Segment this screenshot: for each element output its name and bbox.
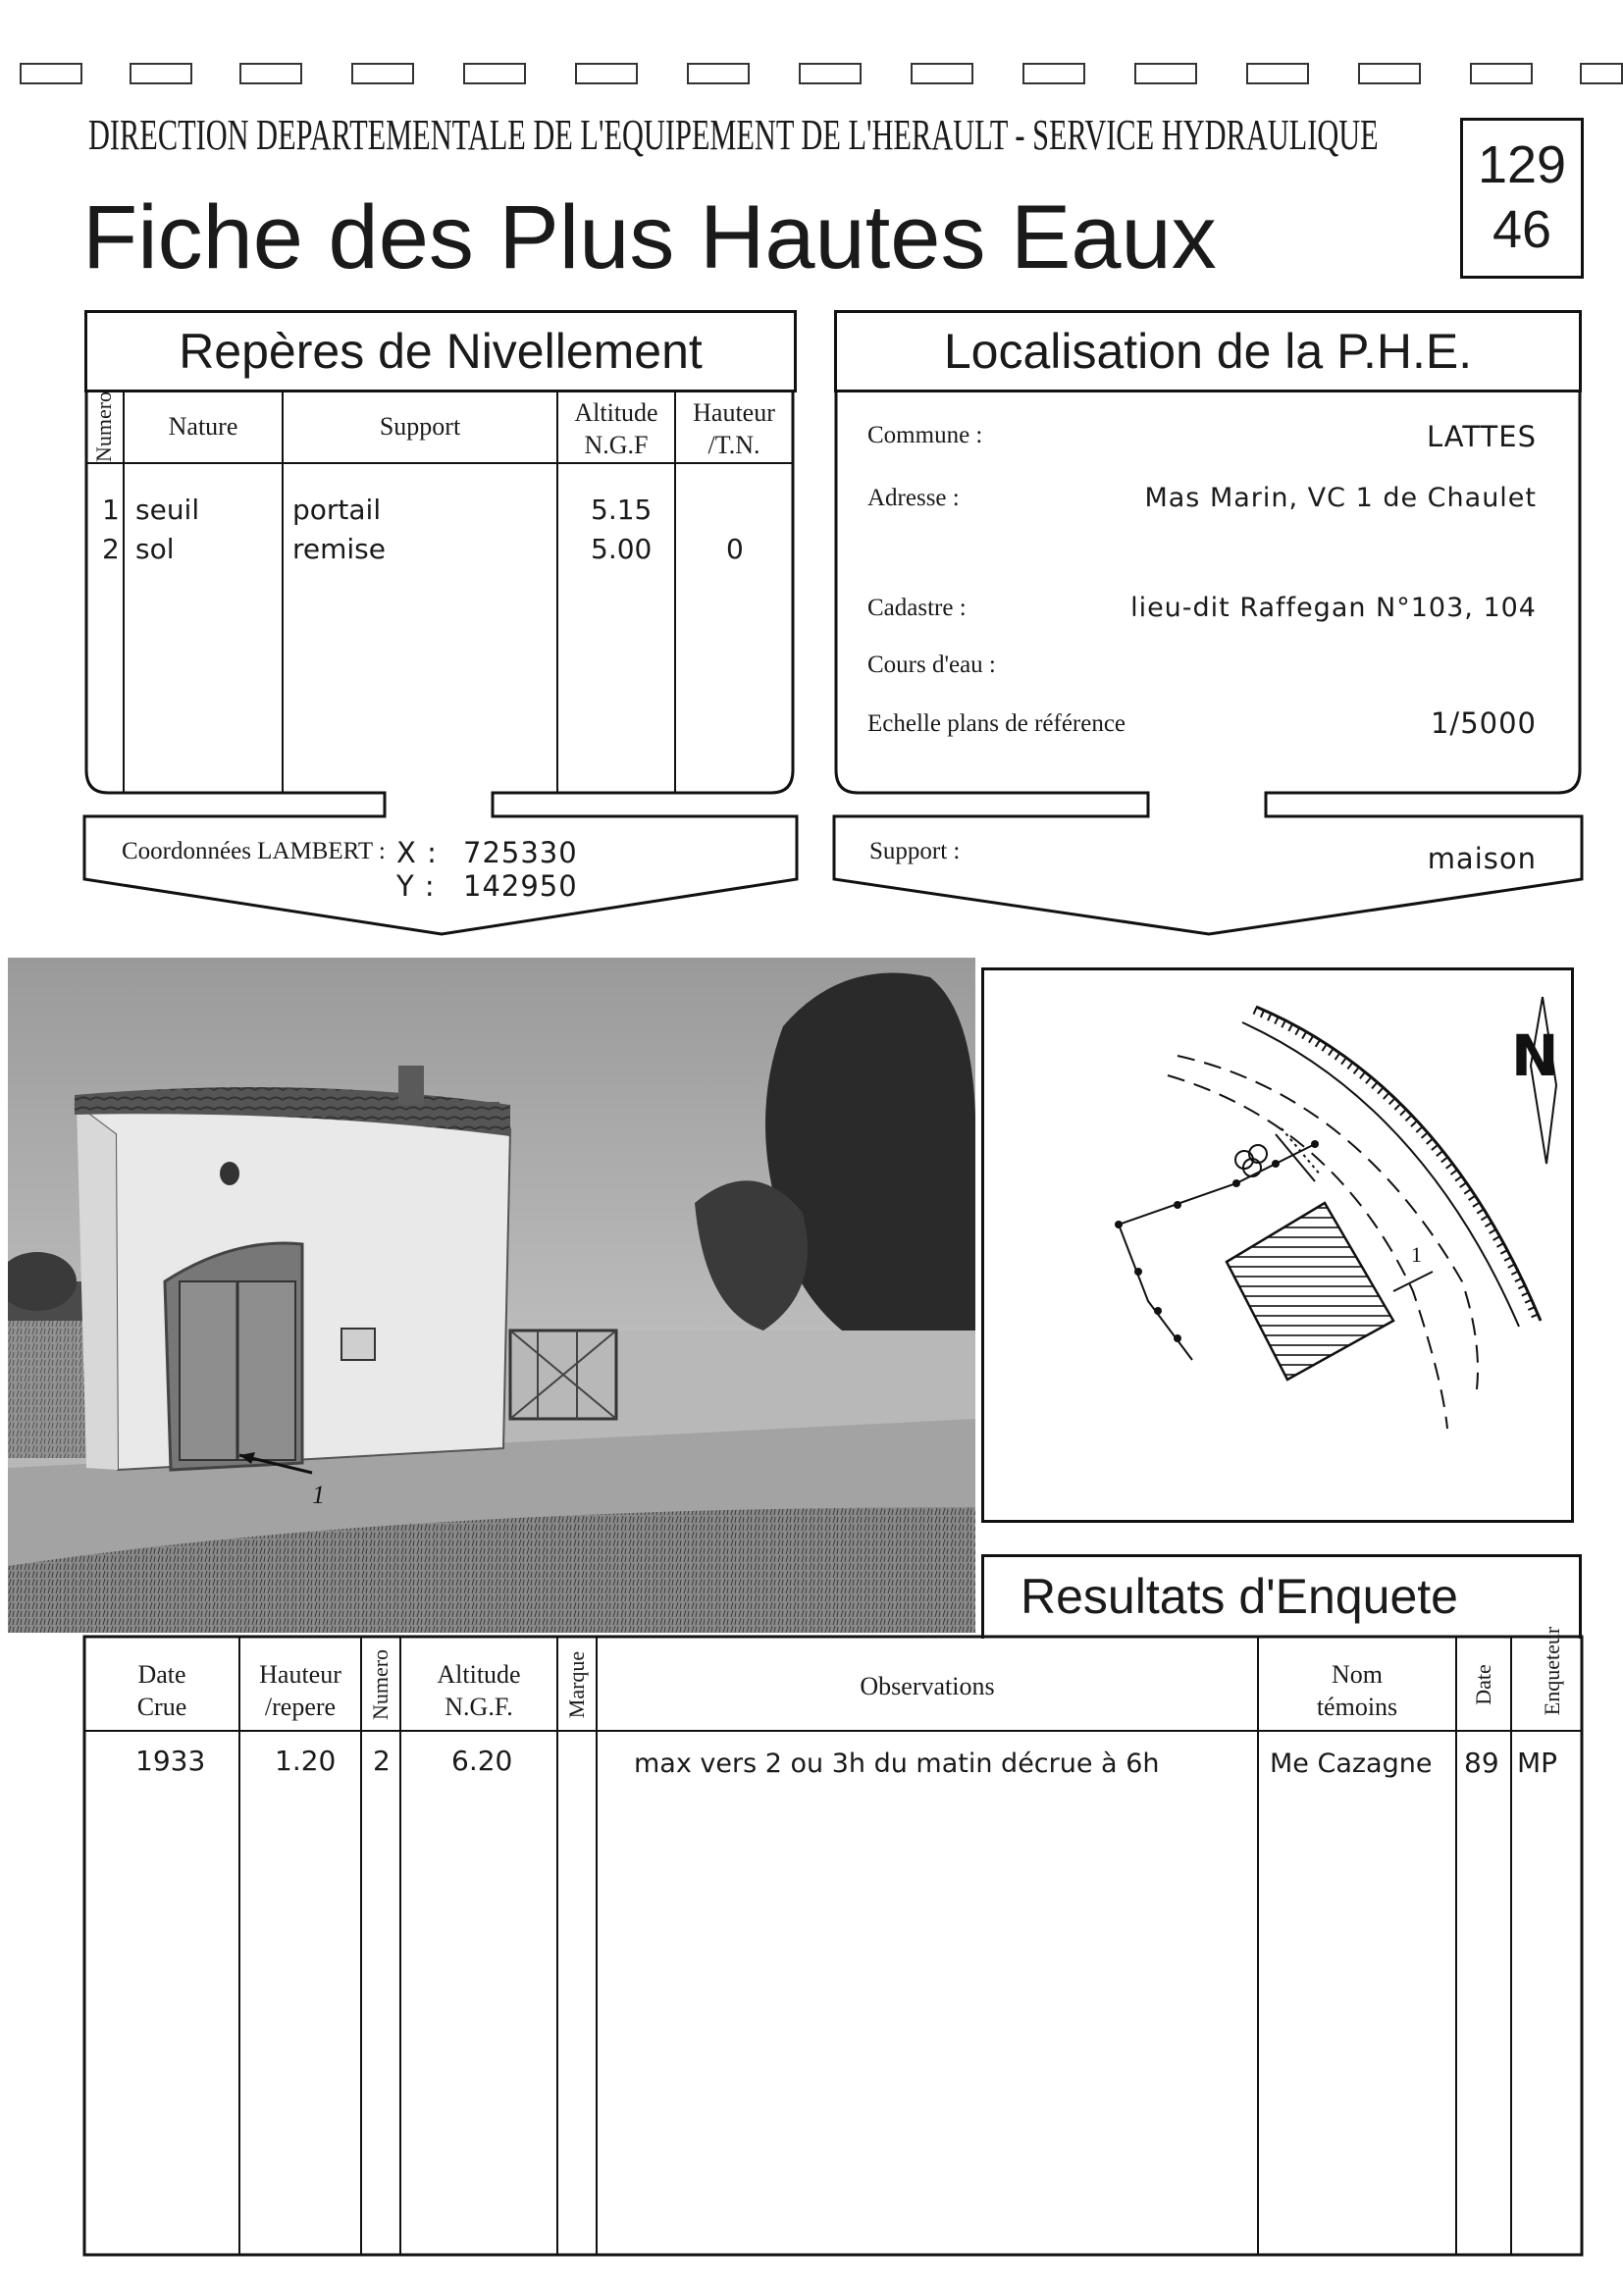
reperes-col-hauteur-line2: /T.N.: [707, 431, 760, 459]
res-col-nom: [1258, 1658, 1456, 1723]
res-col-date-crue: [84, 1658, 239, 1723]
fiche-id-top: 129: [1477, 135, 1567, 194]
site-plan: [981, 967, 1574, 1523]
res-row-altitude: 6.20: [451, 1745, 513, 1777]
res-col-enqueteur: Enqueteur: [1540, 1626, 1564, 1716]
lambert-x-label: X :: [396, 836, 438, 869]
resultats-title: Resultats d'Enquete: [1021, 1569, 1458, 1624]
res-col-hauteur: [239, 1658, 361, 1723]
reperes-col-hauteur-line1: Hauteur: [693, 398, 775, 427]
res-col-altitude-line2: N.G.F.: [445, 1693, 513, 1721]
reperes-col-altitude-line2: N.G.F: [584, 431, 649, 459]
res-col-marque: Marque: [564, 1650, 589, 1719]
support-label: Support :: [869, 838, 961, 864]
lambert-x-value: 725330: [463, 836, 578, 869]
reperes-row-num: 1: [102, 494, 120, 526]
res-col-date-crue-line1: Date: [137, 1660, 186, 1689]
res-col-date: Date: [1471, 1664, 1495, 1705]
reperes-col-nature: Nature: [168, 412, 238, 441]
reperes-row-altitude: 5.15: [591, 494, 653, 526]
res-col-nom-line1: Nom: [1332, 1660, 1383, 1689]
reperes-frame: [0, 0, 1623, 962]
reperes-col-altitude: [557, 396, 675, 461]
house-photo: [8, 958, 975, 1633]
reperes-col-support: Support: [379, 412, 461, 441]
commune-value: LATTES: [1426, 420, 1537, 453]
res-col-altitude-line1: Altitude: [437, 1660, 521, 1689]
res-col-nom-line2: témoins: [1316, 1693, 1398, 1721]
res-row-numero: 2: [373, 1745, 391, 1777]
photo-arrow-label: 1: [312, 1481, 325, 1509]
reperes-row-support: remise: [292, 533, 386, 565]
res-col-observations: Observations: [860, 1672, 995, 1700]
res-col-hauteur-line1: Hauteur: [259, 1660, 341, 1689]
cours-eau-label: Cours d'eau :: [867, 652, 996, 678]
service-header: DIRECTION DEPARTEMENTALE DE L'EQUIPEMENT DE L'HERAULT - SERVICE HYDRAULIQUE: [88, 111, 1379, 159]
reperes-row-nature: sol: [135, 533, 175, 565]
res-row-date-crue: 1933: [135, 1745, 206, 1777]
lambert-y-value: 142950: [463, 869, 578, 903]
res-row-hauteur: 1.20: [275, 1745, 337, 1777]
reperes-row-support: portail: [292, 494, 382, 526]
reperes-col-altitude-line1: Altitude: [574, 398, 658, 427]
reperes-row-num: 2: [102, 533, 120, 565]
reperes-row-hauteur: 0: [726, 533, 744, 565]
lambert-label: Coordonnées LAMBERT :: [122, 838, 386, 864]
res-row-date: 89: [1464, 1747, 1499, 1779]
res-col-numero: Numero: [368, 1648, 393, 1721]
lambert-y-label: Y :: [396, 869, 436, 903]
echelle-label: Echelle plans de référence: [867, 710, 1126, 737]
plan-marker-label: 1: [1411, 1242, 1422, 1267]
north-icon: N: [1511, 1022, 1559, 1089]
commune-label: Commune :: [867, 422, 983, 448]
fiche-id-bottom: 46: [1492, 200, 1552, 259]
reperes-col-hauteur: [675, 396, 793, 461]
page-title: Fiche des Plus Hautes Eaux: [82, 187, 1217, 287]
localisation-title: Localisation de la P.H.E.: [834, 310, 1582, 392]
res-row-observations: max vers 2 ou 3h du matin décrue à 6h: [634, 1748, 1160, 1779]
adresse-value: Mas Marin, VC 1 de Chaulet: [1144, 483, 1537, 513]
reperes-row-nature: seuil: [135, 494, 200, 526]
adresse-label: Adresse :: [867, 485, 960, 511]
res-row-enqueteur: MP: [1517, 1747, 1558, 1779]
support-value: maison: [1427, 842, 1537, 875]
res-col-date-crue-line2: Crue: [136, 1693, 187, 1721]
reperes-title: Repères de Nivellement: [84, 310, 797, 392]
reperes-col-numero: Numero: [91, 391, 116, 463]
cadastre-label: Cadastre :: [867, 595, 967, 621]
cadastre-value: lieu-dit Raffegan N°103, 104: [1130, 593, 1537, 623]
echelle-value: 1/5000: [1430, 706, 1537, 740]
res-col-altitude: [400, 1658, 557, 1723]
reperes-row-altitude: 5.00: [591, 533, 653, 565]
res-col-hauteur-line2: /repere: [264, 1693, 337, 1721]
res-row-nom: Me Cazagne: [1270, 1748, 1433, 1779]
